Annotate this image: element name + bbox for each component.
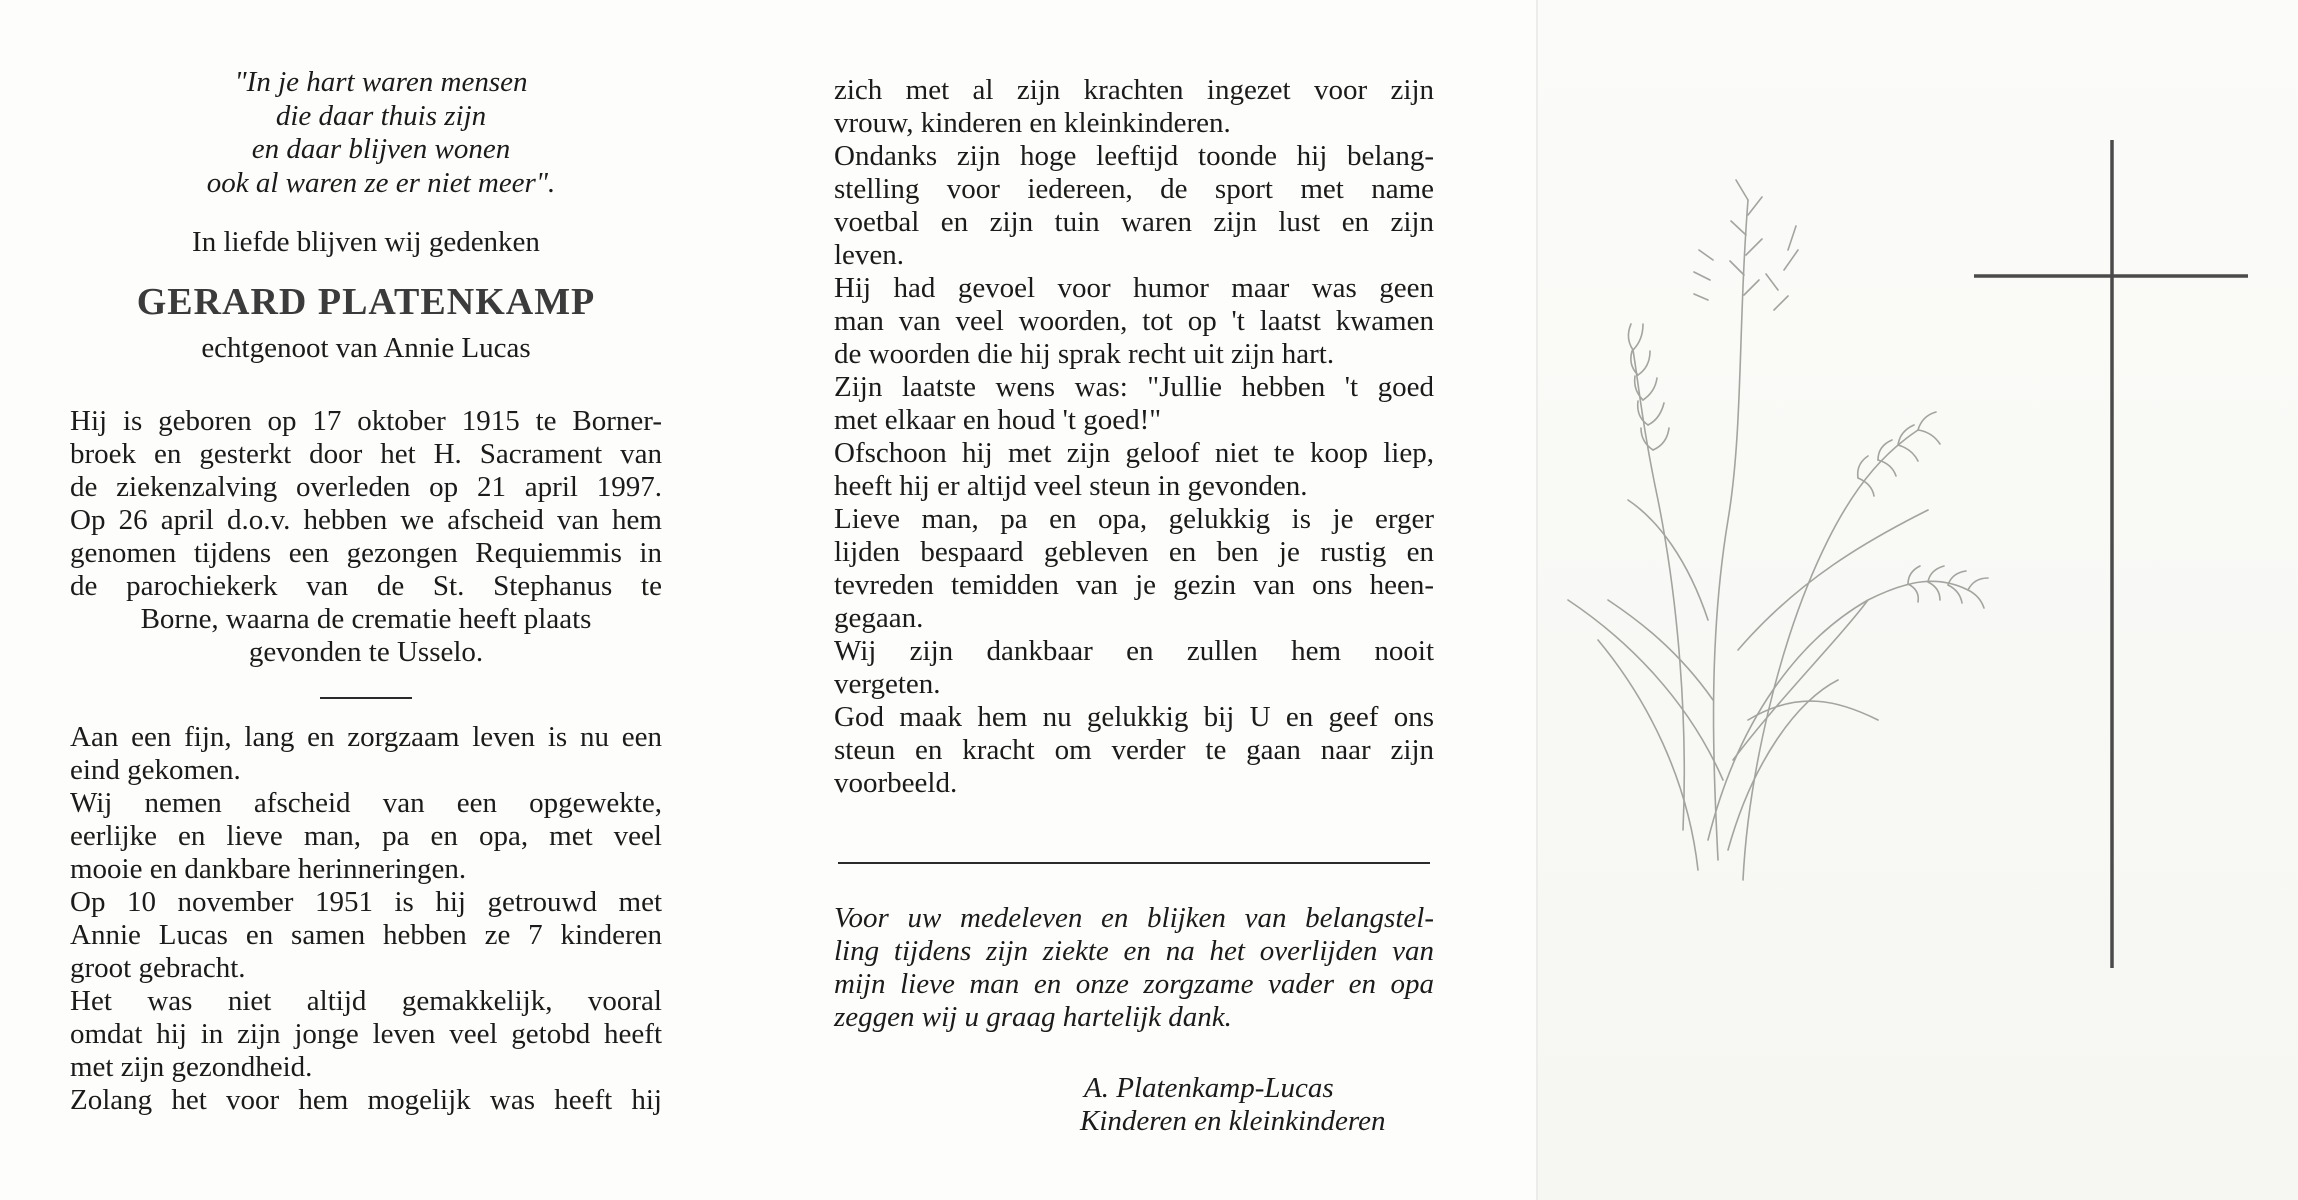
- text-line: voorbeeld.: [834, 767, 958, 799]
- text-line: God maak hem nu gelukkig bij U en geef ons: [834, 701, 1434, 733]
- poem-line: ook al waren ze er niet meer".: [206, 166, 556, 199]
- signoff-line: A. Platenkamp-Lucas: [1084, 1072, 1334, 1104]
- text-line: met zijn gezondheid.: [70, 1051, 313, 1083]
- signoff-line: Kinderen en kleinkinderen: [1080, 1105, 1386, 1137]
- text-line: eerlijke en lieve man, pa en opa, met veel: [70, 820, 662, 852]
- text-line: Annie Lucas en samen hebben ze 7 kinderen: [70, 919, 662, 951]
- short-divider: [320, 697, 412, 699]
- text-line: eind gekomen.: [70, 754, 241, 786]
- biography: [70, 405, 662, 669]
- cross-icon: [1974, 140, 2248, 968]
- bio-line: Op 26 april d.o.v. hebben we afscheid van hem: [70, 504, 662, 536]
- left-column: [70, 66, 662, 1117]
- text-line: Wij zijn dankbaar en zullen hem nooit: [834, 635, 1434, 667]
- text-line: Wij nemen afscheid van een opgewekte,: [70, 787, 662, 819]
- signoff: [834, 1072, 1434, 1138]
- text-line: stelling voor iedereen, de sport met name: [834, 173, 1434, 205]
- text-line: heeft hij er altijd veel steun in gevonden.: [834, 470, 1308, 502]
- poem-line: die daar thuis zijn: [275, 99, 487, 132]
- image-panel: [1538, 0, 2298, 1200]
- wheat-and-cross-illustration: [1538, 0, 2298, 1200]
- text-line: mooie en dankbare herinneringen.: [70, 853, 467, 885]
- thanks-line: mijn lieve man en onze zorgzame vader en opa: [834, 968, 1434, 1000]
- spouse-text: echtgenoot van Annie Lucas: [201, 332, 531, 364]
- text-line: Lieve man, pa en opa, gelukkig is je erger: [834, 503, 1434, 535]
- text-line: voetbal en zijn tuin waren zijn lust en zijn: [834, 206, 1434, 238]
- text-line: lijden bespaard gebleven en ben je rustig en: [834, 536, 1434, 568]
- long-divider: [838, 862, 1430, 864]
- text-line: leven.: [834, 239, 905, 271]
- text-line: vergeten.: [834, 668, 941, 700]
- text-line: Ondanks zijn hoge leeftijd toonde hij belang-: [834, 140, 1434, 172]
- text-line: groot gebracht.: [70, 952, 246, 984]
- text-line: tevreden temidden van je gezin van ons heen-: [834, 569, 1434, 601]
- intro-text: In liefde blijven wij gedenken: [192, 226, 540, 258]
- bio-line: de parochiekerk van de St. Stephanus te: [70, 570, 662, 602]
- text-line: Aan een fijn, lang en zorgzaam leven is nu een: [70, 721, 662, 753]
- text-line: Hij had gevoel voor humor maar was geen: [834, 272, 1434, 304]
- text-line: met elkaar en houd 't goed!": [834, 404, 1162, 436]
- deceased-name: GERARD PLATENKAMP: [136, 281, 596, 323]
- left-paragraphs: [70, 721, 662, 1117]
- poem-line: en daar blijven wonen: [251, 133, 511, 165]
- bio-line: gevonden te Usselo.: [248, 636, 484, 668]
- bio-line: Borne, waarna de crematie heeft plaats: [140, 603, 592, 635]
- thanks-line: zeggen wij u graag hartelijk dank.: [834, 1001, 1232, 1033]
- text-line: Op 10 november 1951 is hij getrouwd met: [70, 886, 662, 918]
- bio-line: de ziekenzalving overleden op 21 april 1997.: [70, 471, 662, 503]
- text-line: Zijn laatste wens was: "Jullie hebben 't goed: [834, 371, 1434, 403]
- right-column: [834, 74, 1434, 1138]
- text-line: man van veel woorden, tot op 't laatst kwamen: [834, 305, 1434, 337]
- text-line: gegaan.: [834, 602, 924, 634]
- text-line: zich met al zijn krachten ingezet voor zijn: [834, 74, 1434, 106]
- text-line: Ofschoon hij met zijn geloof niet te koop liep,: [834, 437, 1434, 469]
- poem: [100, 66, 662, 200]
- bio-line: Hij is geboren op 17 oktober 1915 te Borner-: [70, 405, 662, 437]
- text-line: Zolang het voor hem mogelijk was heeft hij: [70, 1084, 662, 1116]
- poem-line: "In je hart waren mensen: [234, 66, 528, 98]
- right-paragraphs: [834, 74, 1434, 800]
- wheat-icon: [1568, 180, 1988, 880]
- thanks-note: [834, 902, 1434, 1034]
- bio-line: genomen tijdens een gezongen Requiemmis in: [70, 537, 662, 569]
- text-line: de woorden die hij sprak recht uit zijn hart.: [834, 338, 1335, 370]
- text-line: Het was niet altijd gemakkelijk, vooral: [70, 985, 662, 1017]
- text-line: vrouw, kinderen en kleinkinderen.: [834, 107, 1231, 139]
- thanks-line: Voor uw medeleven en blijken van belangstel-: [834, 902, 1434, 934]
- thanks-line: ling tijdens zijn ziekte en na het overlijden van: [834, 935, 1434, 967]
- text-line: steun en kracht om verder te gaan naar zijn: [834, 734, 1434, 766]
- bio-line: broek en gesterkt door het H. Sacrament van: [70, 438, 662, 470]
- text-line: omdat hij in zijn jonge leven veel getobd heeft: [70, 1018, 662, 1050]
